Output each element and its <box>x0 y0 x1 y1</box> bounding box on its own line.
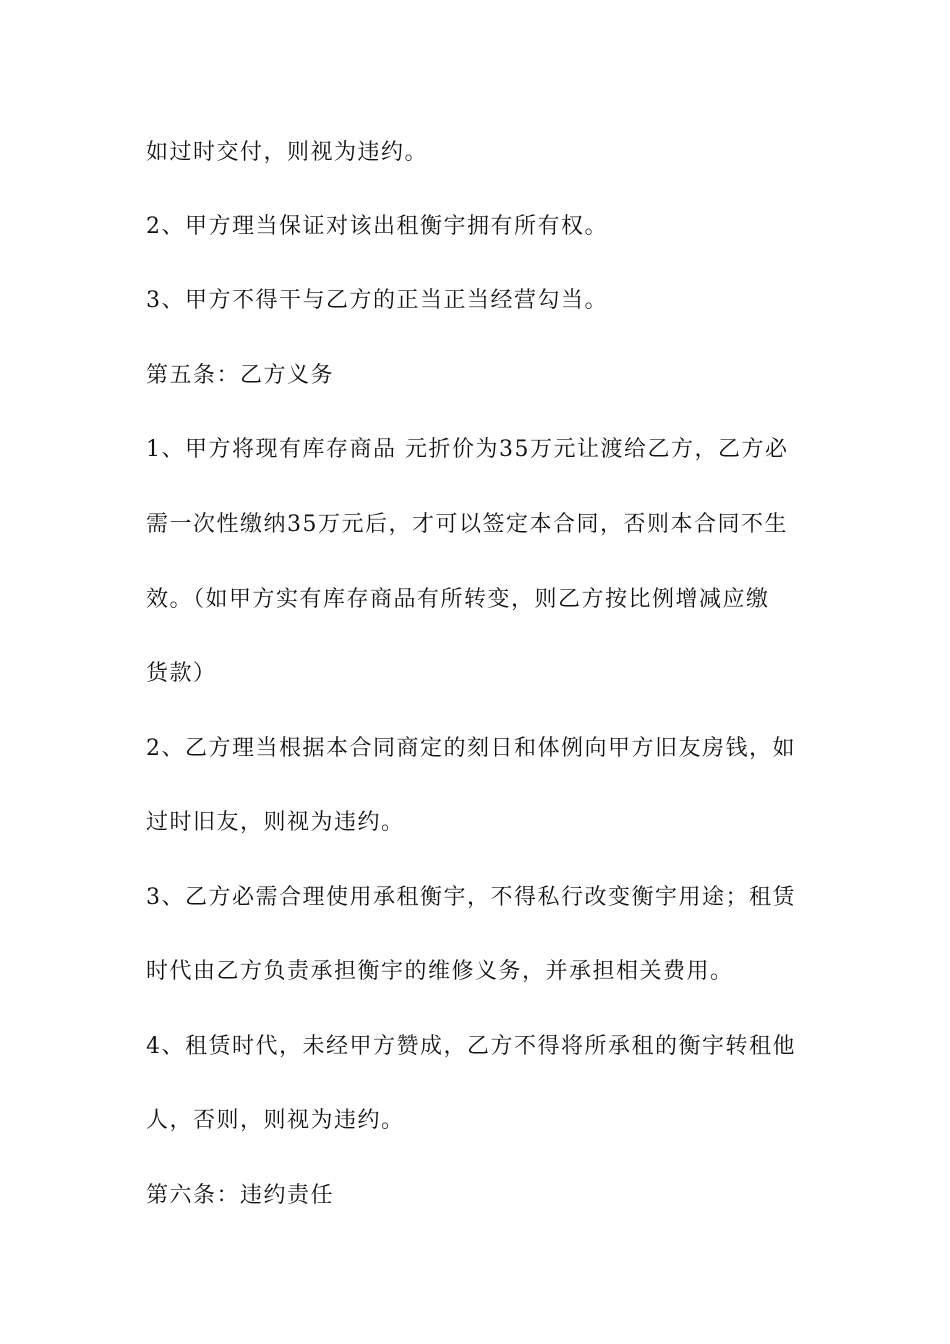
paragraph-line: 人，否则，则视为违约。 <box>146 1108 405 1133</box>
paragraph-line: 如过时交付，则视为违约。 <box>146 140 429 165</box>
paragraph-line: 3、乙方必需合理使用承租衡宇，不得私行改变衡宇用途；租赁 <box>146 885 796 910</box>
paragraph-line: 2、乙方理当根据本合同商定的刻日和体例向甲方旧友房钱，如 <box>146 736 796 761</box>
paragraph-line: 2、甲方理当保证对该出租衡宇拥有所有权。 <box>146 214 608 239</box>
paragraph-line: 3、甲方不得干与乙方的正当正当经营勾当。 <box>146 288 608 313</box>
paragraph-line: 需一次性缴纳35万元后，才可以签定本合同，否则本合同不生 <box>146 512 788 537</box>
paragraph-line: 效。（如甲方实有库存商品有所转变，则乙方按比例增减应缴 <box>146 587 770 612</box>
paragraph-line: 4、租赁时代，未经甲方赞成，乙方不得将所承租的衡宇转租他 <box>146 1034 796 1059</box>
paragraph-line: 货款） <box>146 661 217 686</box>
paragraph-line: 时代由乙方负责承担衡宇的维修义务，并承担相关费用。 <box>146 959 734 984</box>
paragraph-line: 1、甲方将现有库存商品 元折价为35万元让渡给乙方，乙方必 <box>146 437 789 462</box>
paragraph-line: 过时旧友，则视为违约。 <box>146 810 405 835</box>
section-heading: 第五条：乙方义务 <box>146 363 335 388</box>
section-heading: 第六条：违约责任 <box>146 1183 335 1208</box>
